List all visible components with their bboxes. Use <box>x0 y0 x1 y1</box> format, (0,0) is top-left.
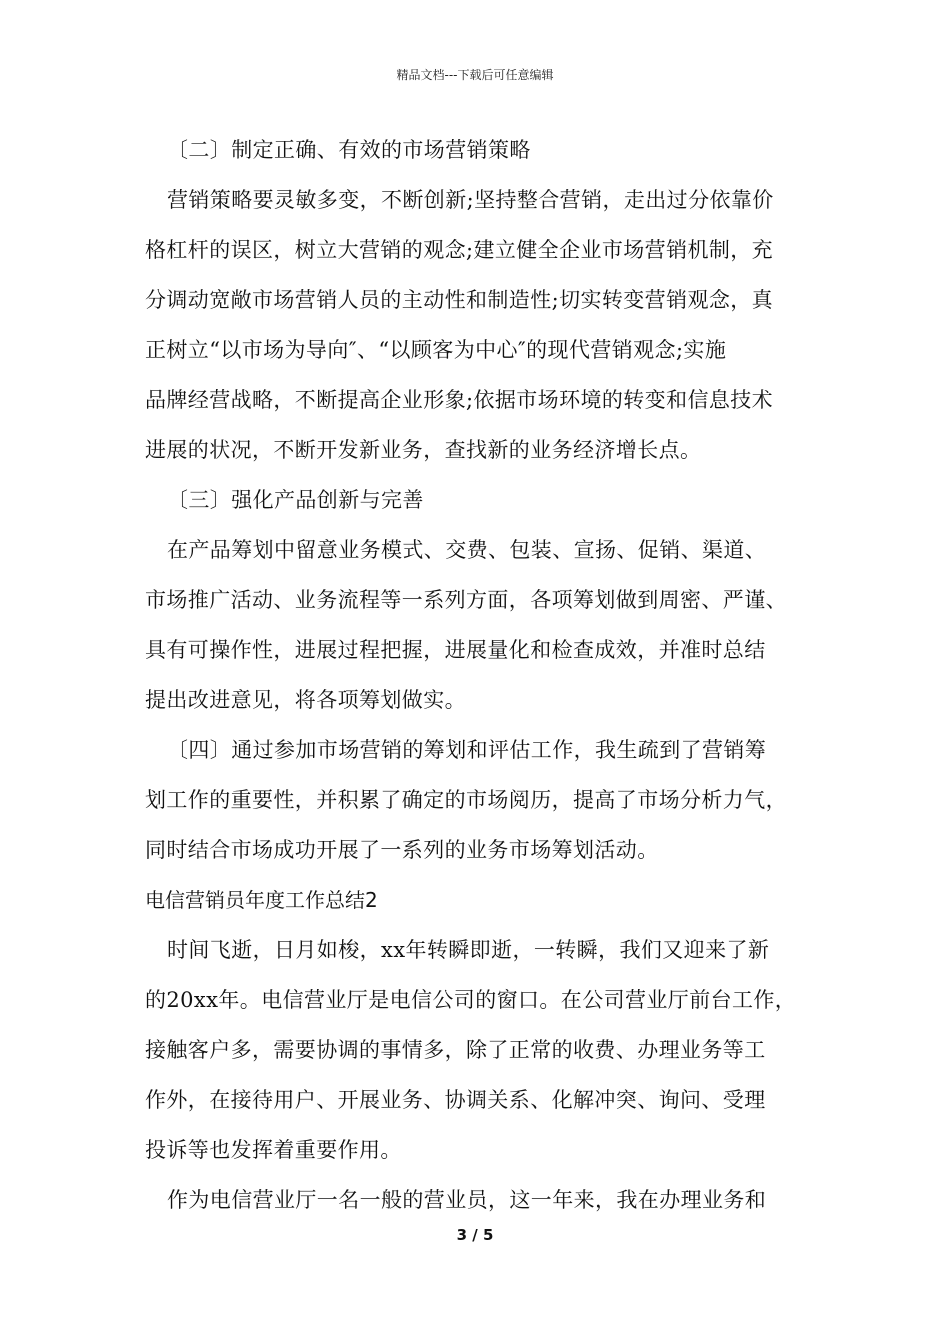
text-line: 品牌经营战略，不断提高企业形象;依据市场环境的转变和信息技术 <box>145 388 774 412</box>
text-line: 在产品筹划中留意业务模式、交费、包装、宣扬、促销、渠道、 <box>167 538 767 562</box>
article-paragraph-2 <box>145 1175 825 1225</box>
text-line: 营销策略要灵敏多变，不断创新;坚持整合营销，走出过分依靠价 <box>167 188 774 212</box>
text-line: 作外，在接待用户、开展业务、协调关系、化解冲突、询问、受理 <box>145 1088 766 1112</box>
text-line: 同时结合市场成功开展了一系列的业务市场筹划活动。 <box>145 838 659 862</box>
article-title: 电信营销员年度工作总结2 <box>145 888 378 912</box>
section-3-paragraph <box>145 525 825 725</box>
text-line: 作为电信营业厅一名一般的营业员，这一年来，我在办理业务和 <box>167 1188 767 1212</box>
text-line: 进展的状况，不断开发新业务，查找新的业务经济增长点。 <box>145 438 702 462</box>
text-line: 正树立“以市场为导向″、“以顾客为中心″的现代营销观念;实施 <box>145 338 727 362</box>
section-2-paragraph <box>145 175 825 475</box>
article-paragraph-1 <box>145 925 825 1175</box>
page-header: 精品文档---下载后可任意编辑 <box>396 68 554 82</box>
page-number: 3 / 5 <box>456 1226 494 1244</box>
text-line: 的20xx年。电信营业厅是电信公司的窗口。在公司营业厅前台工作， <box>145 988 797 1012</box>
text-line: 提出改进意见，将各项筹划做实。 <box>145 688 466 712</box>
section-heading-2: 〔二〕制定正确、有效的市场营销策略 <box>167 138 531 162</box>
text-line: 时间飞逝，日月如梭，xx年转瞬即逝，一转瞬，我们又迎来了新 <box>167 938 770 962</box>
section-heading-3: 〔三〕强化产品创新与完善 <box>167 488 424 512</box>
text-line: 分调动宽敞市场营销人员的主动性和制造性;切实转变营销观念，真 <box>145 288 774 312</box>
text-line: 市场推广活动、业务流程等一系列方面，各项筹划做到周密、严谨、 <box>145 588 787 612</box>
text-line: 投诉等也发挥着重要作用。 <box>145 1138 402 1162</box>
text-line: 格杠杆的误区，树立大营销的观念;建立健全企业市场营销机制，充 <box>145 238 774 262</box>
section-4-paragraph <box>145 725 825 875</box>
text-line: 划工作的重要性，并积累了确定的市场阅历，提高了市场分析力气， <box>145 788 787 812</box>
text-line: 〔四〕通过参加市场营销的筹划和评估工作，我生疏到了营销筹 <box>167 738 767 762</box>
text-line: 接触客户多，需要协调的事情多，除了正常的收费、办理业务等工 <box>145 1038 766 1062</box>
document-body <box>145 125 825 1225</box>
text-line: 具有可操作性，进展过程把握，进展量化和检查成效，并准时总结 <box>145 638 766 662</box>
